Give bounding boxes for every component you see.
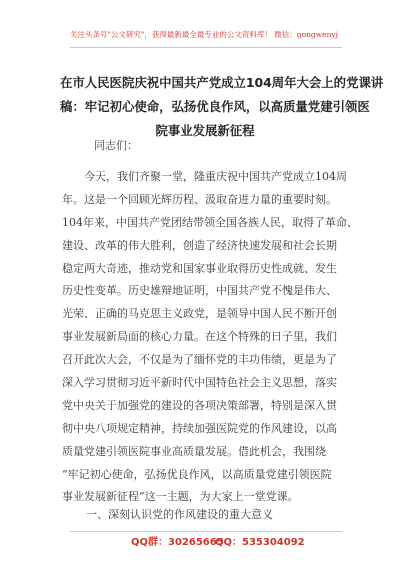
qq-contact-number: QQ：535304092 [215, 537, 305, 548]
body-line: 召开此次大会，不仅是为了缅怀党的丰功伟绩，更是为了 [62, 353, 337, 367]
qq-group-number: QQ群：30265665 [131, 537, 224, 548]
body-line: 年。这是一个回顾光辉历程、汲取奋进力量的重要时刻。 [62, 192, 337, 206]
body-line: 建设、改革的伟大胜利，创造了经济快速发展和社会长期 [62, 238, 337, 252]
body-line: 深入学习贯彻习近平新时代中国特色社会主义思想，落实 [62, 376, 337, 390]
salutation: 同志们： [94, 139, 138, 152]
body-line: 彻中央八项规定精神，持续加强医院党的作风建设，以高 [62, 421, 337, 435]
body-line: 稳定两大奇迹，推动党和国家事业取得历史性成就、发生 [62, 261, 337, 275]
body-line: 光荣、正确的马克思主义政党，是领导中国人民不断开创 [62, 307, 337, 321]
body-line: 党中央关于加强党的建设的各项决策部署，特别是深入贯 [62, 398, 337, 412]
title-line: 院事业发展新征程 [155, 123, 255, 138]
header-banner: 关注头条号"公文研究"，获得最新最全最专业的公文资料库！ 微信：gongwenyj [70, 30, 338, 39]
body-paragraph [62, 166, 358, 509]
header-divider [70, 47, 342, 48]
document-title [60, 71, 384, 143]
body-line: 事业发展新征程”这一主题，为大家上一堂党课。 [62, 490, 299, 504]
section-heading: 一、深刻认识党的作风建设的重大意义 [86, 508, 273, 521]
body-line: 质量党建引领医院事业高质量发展。借此机会，我围绕 [62, 444, 326, 458]
body-line: 事业发展新局面的核心力量。在这个特殊的日子里，我们 [62, 330, 337, 344]
footer-divider [70, 531, 342, 532]
footer-contact [0, 536, 408, 550]
title-line: 在市人民医院庆祝中国共产党成立104周年大会上的党课讲 [60, 75, 384, 90]
body-line: 历史性变革。历史雄辩地证明，中国共产党不愧是伟大、 [62, 284, 337, 298]
title-line: 稿：牢记初心使命，弘扬优良作风，以高质量党建引领医 [60, 99, 370, 114]
body-line: “牢记初心使命，弘扬优良作风，以高质量党建引领医院 [62, 467, 332, 481]
body-line: 104年来，中国共产党团结带领全国各族人民，取得了革命、 [62, 215, 358, 229]
body-line: 今天，我们齐聚一堂，隆重庆祝中国共产党成立104周 [84, 170, 347, 183]
